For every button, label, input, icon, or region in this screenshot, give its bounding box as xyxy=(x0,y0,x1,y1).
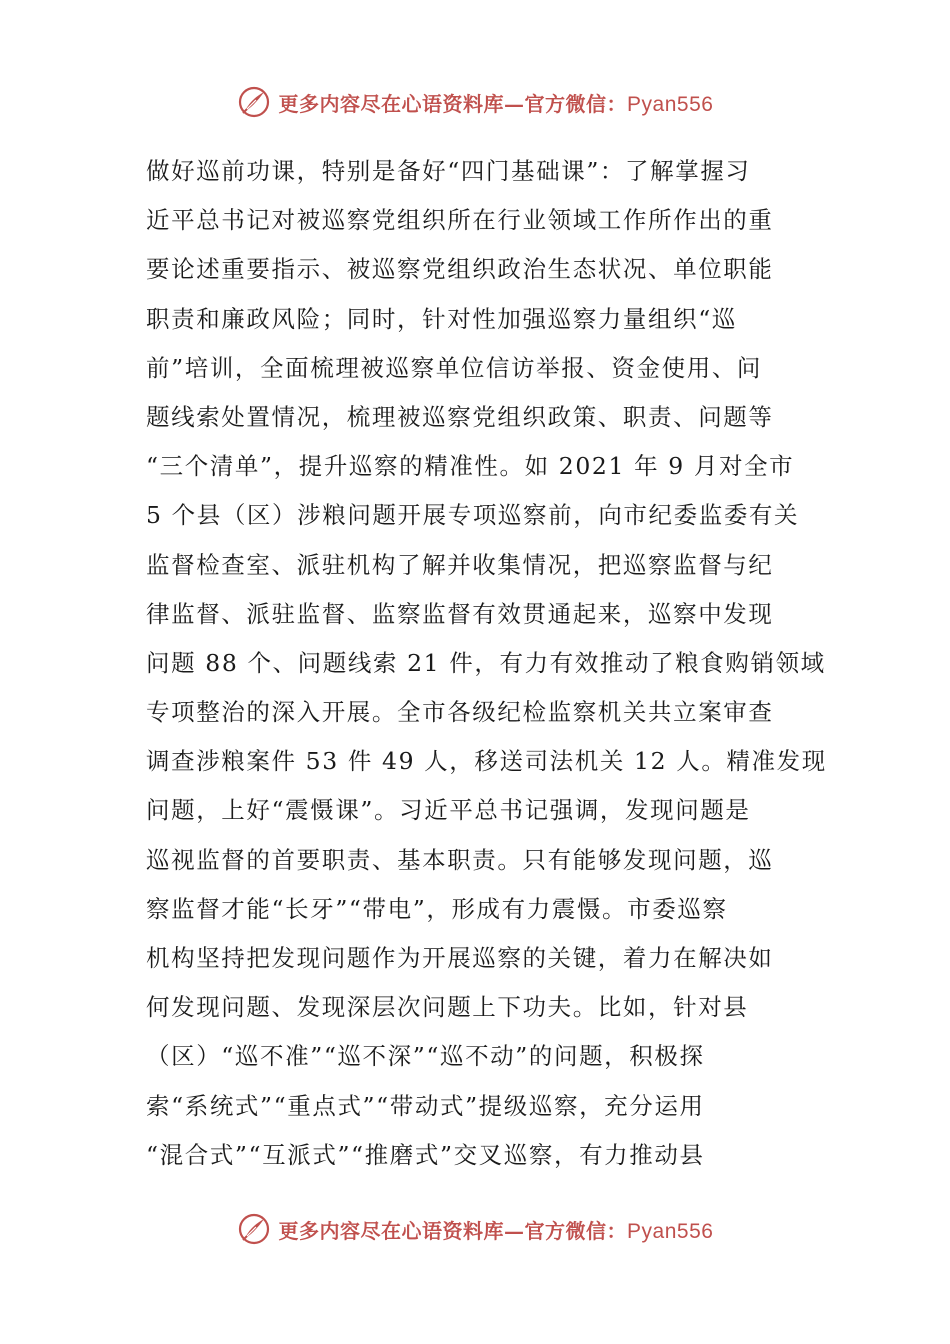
body-line: 机构坚持把发现问题作为开展巡察的关键，着力在解决如 xyxy=(146,944,774,972)
body-line: “三个清单”，提升巡察的精准性。如 2021 年 9 月对全市 xyxy=(146,452,795,481)
body-line: 近平总书记对被巡察党组织所在行业领域工作所作出的重 xyxy=(146,206,774,235)
body-line: 监督检查室、派驻机构了解并收集情况，把巡察监督与纪 xyxy=(146,550,774,579)
header-banner-wechat-id: Pyan556 xyxy=(627,92,714,116)
header-banner-text xyxy=(279,88,714,117)
body-line: 职责和廉政风险；同时，针对性加强巡察力量组织“巡 xyxy=(146,304,737,333)
body-line: 何发现问题、发现深层次问题上下功夫。比如，针对县 xyxy=(146,993,749,1022)
body-line: 律监督、派驻监督、监察监督有效贯通起来，巡察中发现 xyxy=(146,599,774,628)
quill-pen-logo-icon xyxy=(237,1212,271,1246)
document-body xyxy=(146,147,827,1180)
quill-pen-logo-icon xyxy=(237,85,271,119)
body-line: “混合式”“互派式”“推磨式”交叉巡察，有力推动县 xyxy=(146,1140,705,1169)
header-banner-cn: 更多内容尽在心语资料库—官方微信： xyxy=(278,91,628,116)
body-line: 调查涉粮案件 53 件 49 人，移送司法机关 12 人。精准发现 xyxy=(146,747,827,776)
body-line: 巡视监督的首要职责、基本职责。只有能够发现问题，巡 xyxy=(146,845,774,874)
body-line: 索“系统式”“重点式”“带动式”提级巡察，充分运用 xyxy=(146,1091,705,1120)
footer-banner-cn: 更多内容尽在心语资料库—官方微信： xyxy=(278,1218,628,1243)
footer-banner-wechat-id: Pyan556 xyxy=(627,1219,714,1243)
header-banner xyxy=(0,82,950,122)
body-line: 前”培训，全面梳理被巡察单位信访举报、资金使用、问 xyxy=(146,353,763,382)
body-line: 专项整治的深入开展。全市各级纪检监察机关共立案审查 xyxy=(146,698,774,727)
footer-banner-text xyxy=(279,1215,714,1244)
body-line: 5 个县（区）涉粮问题开展专项巡察前，向市纪委监委有关 xyxy=(146,501,800,530)
body-line: 问题 88 个、问题线索 21 件，有力有效推动了粮食购销领域 xyxy=(146,648,826,677)
body-line: 察监督才能“长牙”“带电”，形成有力震慑。市委巡察 xyxy=(146,894,728,923)
body-line: 问题，上好“震慑课”。习近平总书记强调，发现问题是 xyxy=(146,796,751,825)
body-line: 题线索处置情况，梳理被巡察党组织政策、职责、问题等 xyxy=(146,402,774,431)
body-line: 做好巡前功课，特别是备好“四门基础课”：了解掌握习 xyxy=(146,157,751,185)
body-line: 要论述重要指示、被巡察党组织政治生态状况、单位职能 xyxy=(146,255,774,284)
body-line: （区）“巡不准”“巡不深”“巡不动”的问题，积极探 xyxy=(146,1042,705,1071)
footer-banner xyxy=(0,1209,950,1249)
